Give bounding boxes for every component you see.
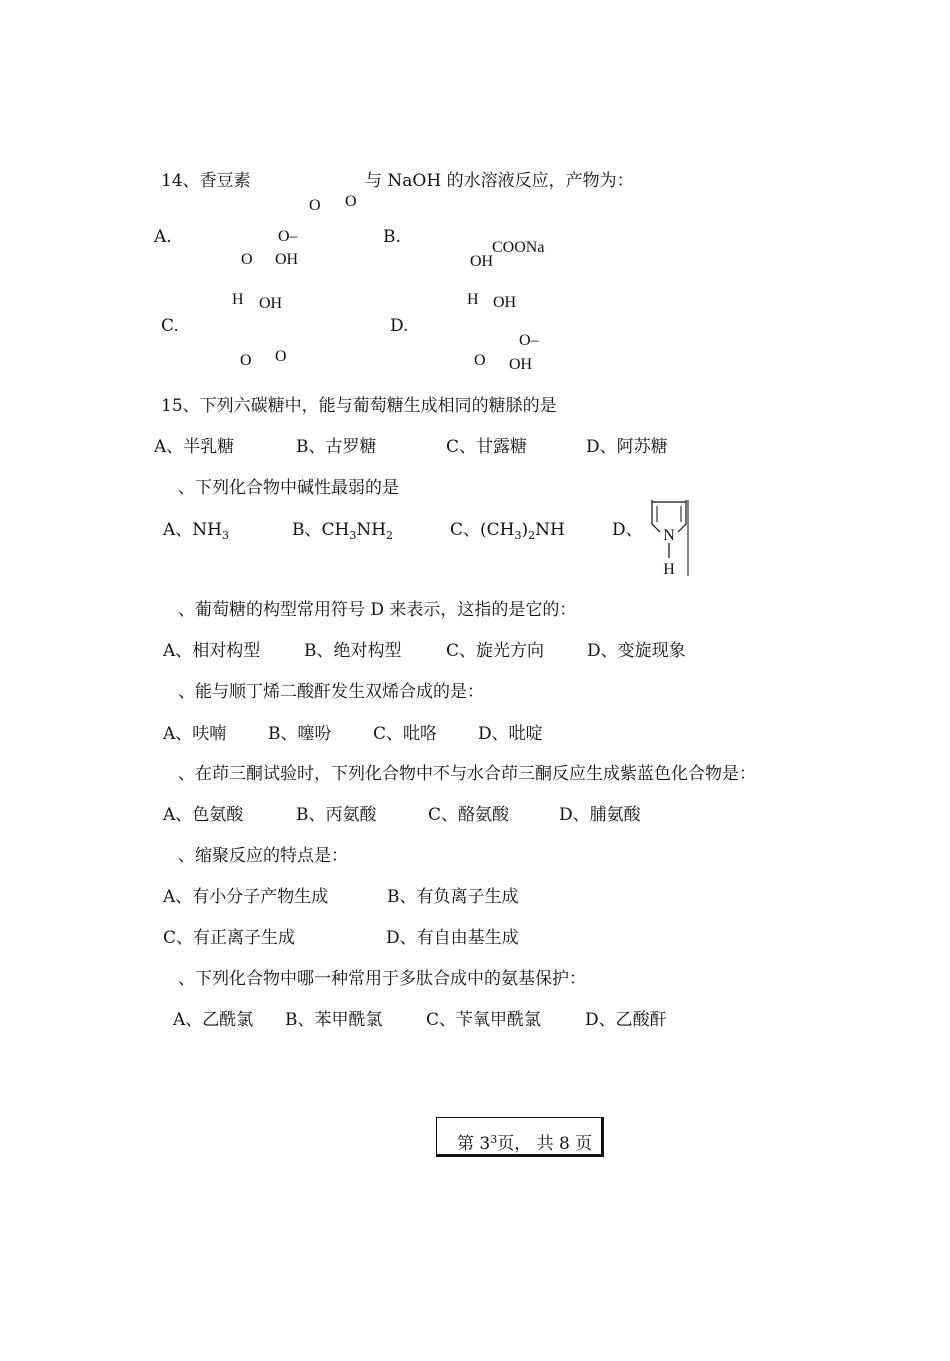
q16-option-a: A、$NH_3$ <box>163 520 229 542</box>
q17-option-a: A、相对构型 <box>163 641 261 661</box>
q20-option-c: C、有正离子生成 <box>163 928 296 948</box>
q14-option-d-fragment: OH <box>509 356 533 373</box>
page-number-box <box>436 1117 604 1157</box>
q14-option-c-fragment: O <box>275 348 287 365</box>
q19-option-d: D、脯氨酸 <box>559 805 641 825</box>
q18-option-c: C、吡咯 <box>373 724 438 744</box>
q21-option-d: D、乙酸酐 <box>585 1010 667 1030</box>
q20-stem: 、缩聚反应的特点是： <box>178 846 348 866</box>
q14-option-c-label: C. <box>161 316 179 336</box>
pyrrole-structure <box>646 498 692 578</box>
q20-option-a: A、有小分子产物生成 <box>163 887 329 907</box>
q14-stem-start: 14、香豆素 <box>161 171 251 191</box>
q18-option-a: A、呋喃 <box>163 724 227 744</box>
q15-option-b: B、古罗糖 <box>296 437 377 457</box>
q14-option-c-fragment: OH <box>259 295 283 312</box>
q14-option-d-fragment: H <box>467 291 479 308</box>
q19-option-a: A、色氨酸 <box>163 805 244 825</box>
q19-stem: 、在茚三酮试验时，下列化合物中不与水合茚三酮反应生成紫蓝色化合物是： <box>178 764 756 784</box>
q16-option-d-label: D、 <box>612 520 643 540</box>
q17-option-c: C、旋光方向 <box>446 641 545 661</box>
q14-option-c-fragment: H <box>232 291 244 308</box>
q15-option-a: A、半乳糖 <box>154 437 235 457</box>
q21-option-a: A、乙酰氯 <box>173 1010 254 1030</box>
page-number: 第 $3^3$页， 共 8 页 <box>457 1133 593 1154</box>
q19-option-b: B、丙氨酸 <box>296 805 377 825</box>
q14-option-d-fragment: O <box>474 352 486 369</box>
q14-fragment-o: O <box>345 193 357 210</box>
q14-option-b-fragment: OH <box>470 253 494 270</box>
q18-stem: 、能与顺丁烯二酸酐发生双烯合成的是： <box>178 682 484 702</box>
q20-option-b: B、有负离子生成 <box>387 887 519 907</box>
q14-option-c-fragment: O <box>240 352 252 369</box>
q14-fragment-o: O <box>309 197 321 214</box>
q14-option-d-fragment: O– <box>519 332 539 349</box>
q17-option-d: D、变旋现象 <box>587 641 686 661</box>
q14-option-a-fragment: O <box>241 251 253 268</box>
q20-option-d: D、有自由基生成 <box>386 928 519 948</box>
q14-stem-end: 与 NaOH 的水溶液反应，产物为： <box>365 171 634 191</box>
q15-option-d: D、阿苏糖 <box>586 437 668 457</box>
q15-option-c: C、甘露糖 <box>446 437 528 457</box>
q14-option-a-fragment: OH <box>275 251 299 268</box>
q14-option-d-label: D. <box>390 316 409 336</box>
q21-option-b: B、苯甲酰氯 <box>285 1010 383 1030</box>
q19-option-c: C、酪氨酸 <box>428 805 510 825</box>
q18-option-b: B、噻吩 <box>268 724 332 744</box>
q17-stem: 、葡萄糖的构型常用符号 D 来表示，这指的是它的： <box>178 600 577 620</box>
q14-option-b-label: B. <box>383 227 401 247</box>
q14-option-b-fragment: COONa <box>492 239 545 256</box>
q14-option-a-label: A. <box>154 227 172 247</box>
q16-stem: 、下列化合物中碱性最弱的是 <box>178 478 399 498</box>
q21-stem: 、下列化合物中哪一种常用于多肽合成中的氨基保护： <box>178 969 586 989</box>
pyrrole-h-atom: H <box>663 561 675 578</box>
q16-option-b: B、$CH_3NH_2$ <box>292 520 394 542</box>
q18-option-d: D、吡啶 <box>478 724 543 744</box>
pyrrole-n-atom: N <box>663 527 675 544</box>
q16-option-c: C、$(CH_3)_2NH$ <box>450 520 565 542</box>
q15-stem: 15、下列六碳糖中，能与葡萄糖生成相同的糖脎的是 <box>161 396 557 416</box>
q14-option-d-fragment: OH <box>493 294 517 311</box>
q17-option-b: B、绝对构型 <box>304 641 402 661</box>
q21-option-c: C、苄氧甲酰氯 <box>426 1010 542 1030</box>
q14-option-a-fragment: O– <box>278 228 298 245</box>
